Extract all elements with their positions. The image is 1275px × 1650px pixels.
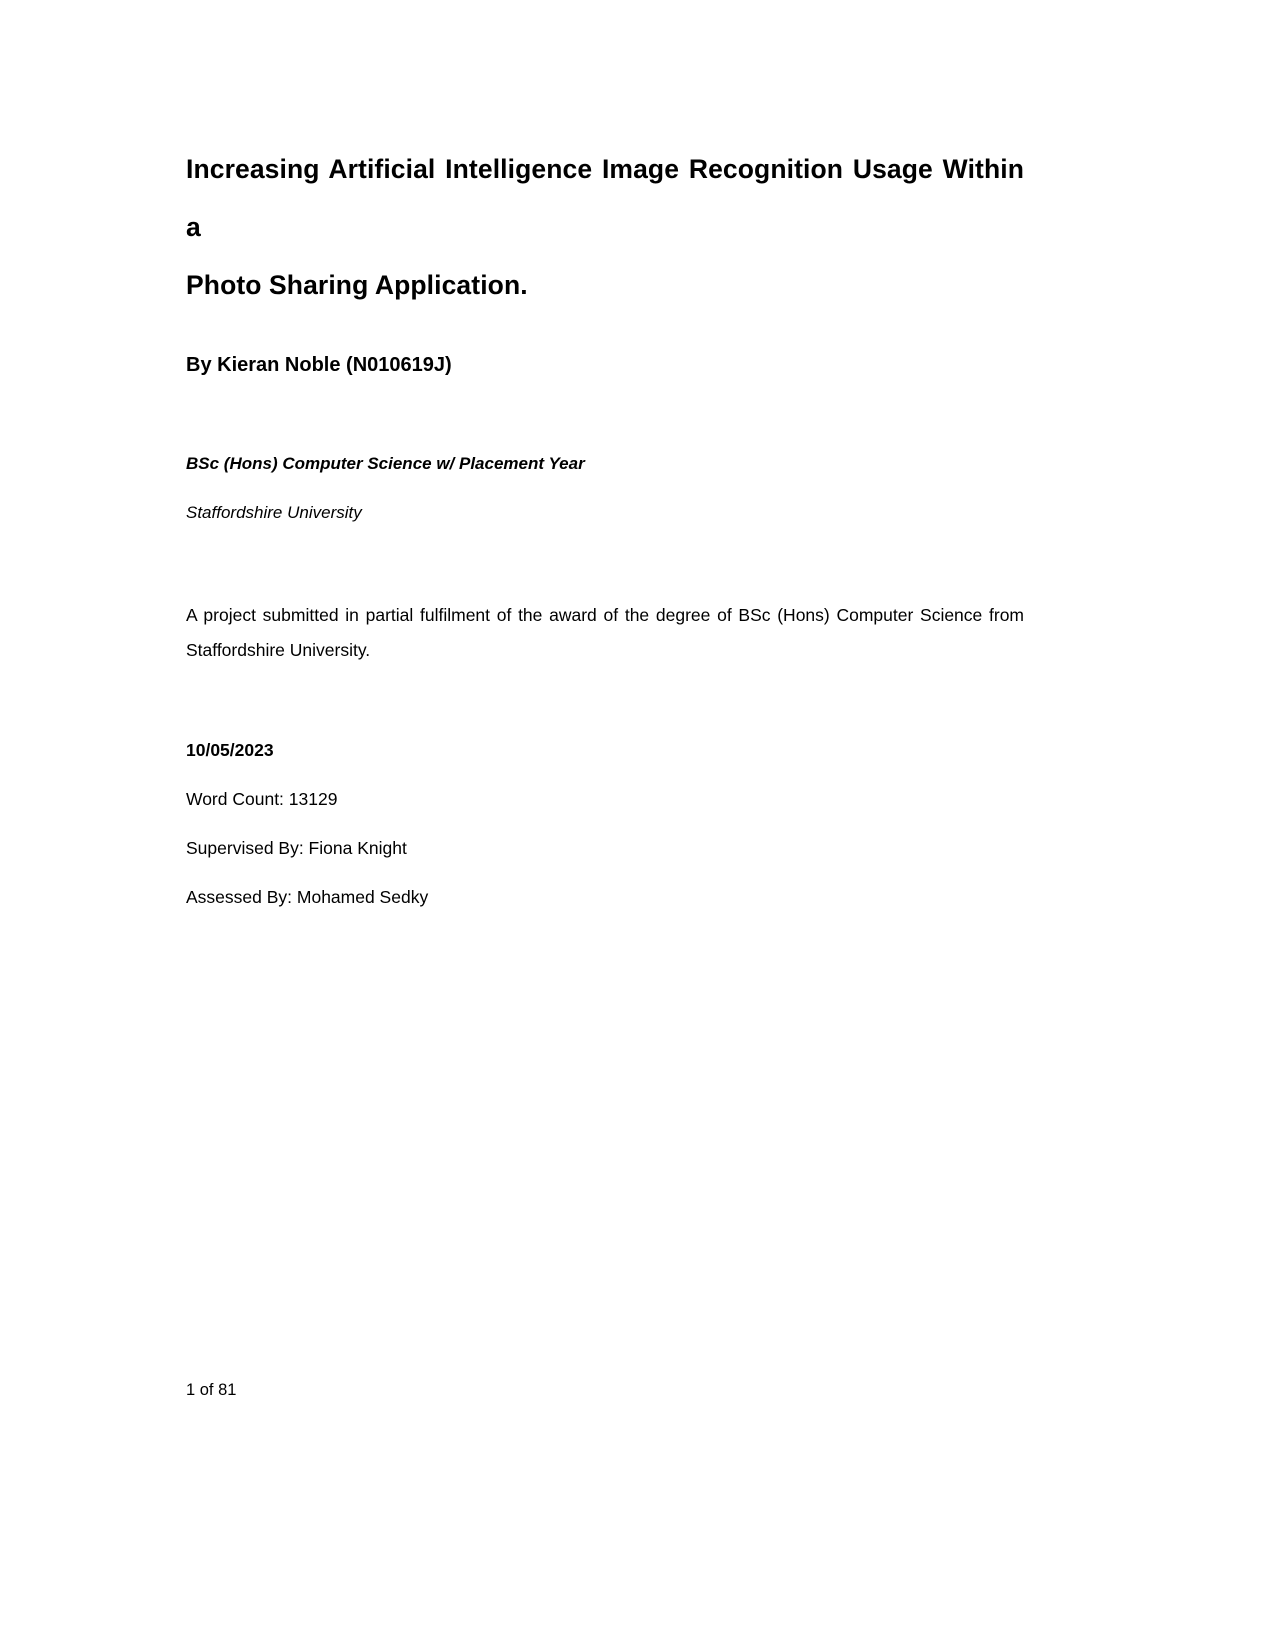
submission-statement: A project submitted in partial fulfilment of the award of the degree of BSc (Hons) Computer Science from Staffordshire University.: [186, 605, 1024, 660]
author-byline: By Kieran Noble (N010619J): [186, 354, 452, 376]
institution-name: Staffordshire University: [186, 503, 362, 522]
title-page-content: [186, 140, 1024, 911]
page-title-line-1: Increasing Artificial Intelligence Image Recognition Usage Within a: [186, 154, 1024, 242]
word-count: Word Count: 13129: [186, 789, 338, 809]
supervised-by: Supervised By: Fiona Knight: [186, 838, 407, 858]
page-footer: [186, 1378, 1024, 1402]
page-title-line-2: Photo Sharing Application.: [186, 270, 528, 300]
submission-date: 10/05/2023: [186, 740, 274, 760]
page-title: [186, 140, 1024, 314]
assessed-by: Assessed By: Mohamed Sedky: [186, 887, 429, 907]
page-number: 1 of 81: [186, 1381, 237, 1399]
course-title: BSc (Hons) Computer Science w/ Placement Year: [186, 454, 585, 473]
